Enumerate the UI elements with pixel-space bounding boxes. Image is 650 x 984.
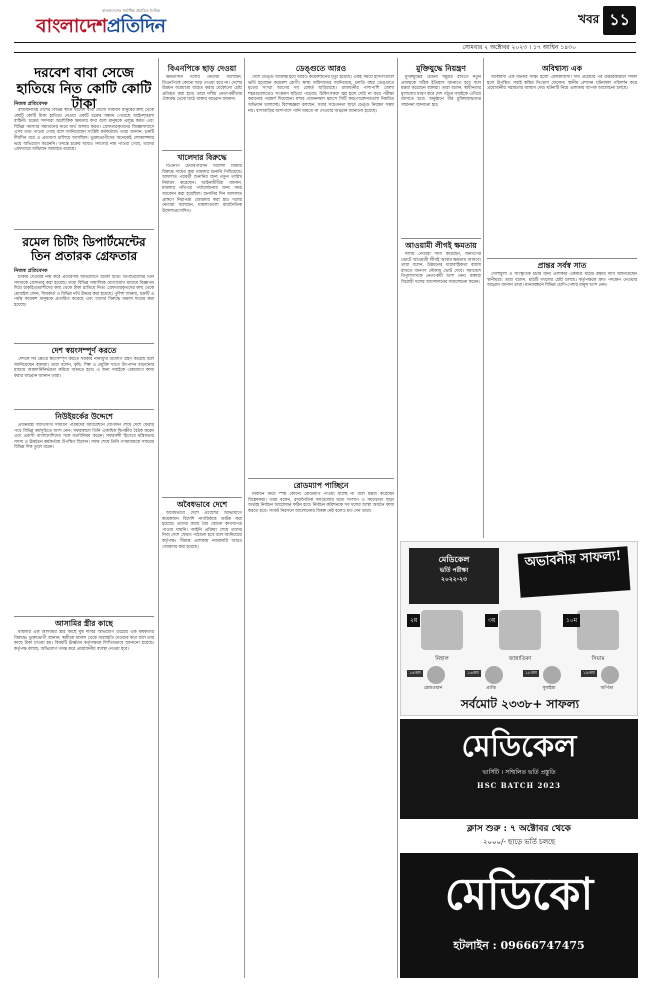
mini-topper-rank: ১৯তম (583, 671, 595, 676)
article-text: ক্ষমতাসীন দলের নেতারা বলেছেন, বিএনপিকে কোনো ছাড় দেওয়া হবে না। দেশের উন্নয়ন অগ্রযাত্রা ব্যাহত করার যেকোনো চেষ্টা প্রতিহত করা হবে। তারা দলীয় নেতা-কর্মীদের ঐক্যবদ্ধ থেকে মাঠে থাকার আহ্বান জানান। (162, 75, 242, 103)
divider (162, 150, 242, 151)
divider (487, 258, 637, 259)
headline-a11: মুক্তিযুদ্ধে নিয়ন্ত্রণ (416, 64, 466, 73)
ad-badge-line2: ভর্তি পরীক্ষা (439, 567, 469, 574)
divider (401, 238, 481, 239)
article-body-a10 (248, 492, 394, 976)
article-body-a3 (14, 357, 154, 407)
logo-text (36, 14, 226, 38)
ad-badge-year: ২০২২-২৩ (441, 576, 467, 583)
page-number: ১১ (603, 6, 636, 35)
headline-a5: আসামির স্ত্রীর কাছে (55, 619, 113, 628)
headline-a1: দরবেশ বাবা সেজে হাতিয়ে নিত কোটি কোটি টাকা (16, 65, 152, 113)
ad-bottom-brand: মেডিকো (444, 869, 594, 920)
column-rule (483, 58, 484, 538)
ad-bottom-panel (400, 853, 638, 978)
divider (14, 409, 154, 410)
article-text: মামলার এক আসামির স্ত্রীর কাছে ঘুষ দাবির অভিযোগ উঠেছে এক কর্মকর্তার বিরুদ্ধে। ভুক্তভোগী জানান, স্বামীকে মামলা থেকে অব্যাহতি দেওয়ার কথা বলে তার কাছে টাকা চাওয়া হয়। বিষয়টি ঊর্ধ্বতন কর্তৃপক্ষকে লিখিতভাবে জানানো হয়েছে। কর্তৃপক্ষ বলছে, অভিযোগ তদন্ত করে প্রয়োজনীয় ব্যবস্থা নেওয়া হবে। (14, 630, 154, 652)
article-text: দেশে ডেঙ্গু আক্রান্ত হয়ে আরও কয়েকজনের মৃত্যু হয়েছে। একই সময়ে হাসপাতালে ভর্তি হয়েছেন কয়েকশ রোগী। স্বাস্থ্য অধিদফতর জানিয়েছে, চলতি বছর ডেঙ্গুতে মৃতের সংখ্যা আগের সব রেকর্ড ছাড়িয়েছে। রাজধানীর পাশাপাশি জেলা শহরগুলোতেও সংক্রমণ ছড়িয়ে পড়েছে। চিকিৎসকরা জ্বর হলে দেরি না করে পরীক্ষা করানোর পরামর্শ দিয়েছেন। মশার প্রজননস্থল ধ্বংসে সিটি করপোরেশনগুলো নিয়মিত অভিযান চালাচ্ছে। বিশেষজ্ঞরা বলছেন, সবার সচেতনতা ছাড়া ডেঙ্গু নিয়ন্ত্রণ সম্ভব নয়। বাসাবাড়ির আশপাশে পানি জমতে না দেওয়ার আহ্বান জানানো হয়েছে। (248, 75, 394, 114)
logo-part-1: বাংলাদেশ (36, 15, 107, 37)
article-body-a1 (14, 108, 154, 226)
divider (14, 343, 154, 344)
headline-a10: রোডম্যাপ পাচ্ছিনে (293, 481, 349, 490)
divider (248, 478, 394, 479)
article-text: বিএনপি চেয়ারপারসন খালেদা জিয়ার বিরুদ্ধে দায়ের করা মামলার শুনানি পিছিয়েছে। আদালত পরবর্তী শুনানির জন্য নতুন তারিখ নির্ধারণ করেছেন। আইনজীবীরা জানান, মামলার নথিপত্র পর্যালোচনার জন্য সময় আবেদন করা হয়েছিল। শুনানির দিন আদালত প্রাঙ্গণে নিরাপত্তা জোরদার করা হয়। দলের নেতারা বলেছেন, মামলাগুলো রাজনৈতিক উদ্দেশ্যপ্রণোদিত। (162, 164, 242, 214)
article-body-a14 (487, 272, 637, 536)
topper-name: নিহাল (435, 656, 449, 662)
topper-rank: ৩য় (485, 614, 498, 627)
mini-topper-rank: ১৪তম (409, 671, 421, 676)
headline-a3: দেশ স্বয়ংসম্পূর্ণ করতে (51, 346, 117, 355)
article-body-a2 (14, 275, 154, 340)
article-text: খেলাধুলা ও সাংস্কৃতিক চর্চার জন্য এলাকার একমাত্র মাঠটি রক্ষার দাবি জানিয়েছেন স্থানীয়রা। তারা বলেন, মাঠটি দখলের চেষ্টা চলছে। কর্তৃপক্ষকে দ্রুত পদক্ষেপ নেওয়ার আহ্বান জানান তারা। মানববন্ধনে বিভিন্ন শ্রেণি-পেশার মানুষ অংশ নেন। (487, 272, 637, 289)
divider (162, 497, 242, 498)
ad-brand-sub: ভার্সিটি । সম্মিলিত ভর্তি প্রস্তুতি (482, 769, 556, 776)
advertisement[interactable] (400, 541, 638, 978)
mini-topper (407, 666, 459, 692)
headline-a2: রমেল চিটিং ডিপার্টমেন্টের তিন প্রতারক গ্রেফতার (22, 235, 146, 263)
article-body-a13 (487, 75, 637, 255)
headline-a13: অবিশ্বাস্য এক (542, 64, 582, 73)
topper-photo (577, 610, 619, 650)
topper-card (407, 608, 477, 664)
topper-card (485, 608, 555, 664)
article-body-a7 (162, 164, 242, 494)
article-body-a12 (401, 252, 481, 536)
article-text: নির্বাচন নিয়ে স্পষ্ট কোনো রোডম্যাপ পাওয়া যাচ্ছে না বলে মন্তব্য করেছেন বিশ্লেষকরা। তারা বলেন, রাজনৈতিক দলগুলোর মধ্যে সংলাপ ও সমঝোতা ছাড়া অর্থবহ নির্বাচন আয়োজন কঠিন হবে। নির্বাচন কমিশনকে সব দলের আস্থা অর্জনে কাজ করতে হবে। সংকট নিরসনে আলোচনার বিকল্প নেই বলেও মত দেন তারা। (248, 492, 394, 514)
article-text: অবিশ্বাস্য এক ঘটনার সাক্ষী হলো এলাকাবাসী। দীর্ঘ প্রচেষ্টার পর উদ্ধারকারীরা সফল হলে উপস্থিত সবাই স্বস্তির নিঃশ্বাস ফেলেন। স্থানীয় প্রশাসন ঘটনাস্থল পরিদর্শন করে প্রয়োজনীয় সহায়তার আশ্বাস দেয়। ঘটনাটি নিয়ে এলাকায় ব্যাপক আলোচনা চলছে। (487, 75, 637, 92)
divider (14, 229, 154, 230)
logo-tagline: বাংলাদেশের সর্বাধিক প্রচারিত দৈনিক (102, 8, 160, 13)
topper-rank: ১০ম (563, 614, 580, 627)
logo-part-2: প্রতিদিন (106, 15, 166, 37)
topper-photo (499, 610, 541, 650)
ad-offer: ২০০০/- ছাড়ে ভর্তি চলছে (482, 838, 556, 846)
ad-batch: HSC BATCH 2023 (477, 781, 561, 790)
ad-results-panel (400, 541, 638, 716)
headline-a7: খালেদার বিরুদ্ধে (177, 153, 227, 162)
headline-a14: প্রান্তর সর্বস্ব সাত (537, 261, 587, 270)
mini-topper-name: সুমাইয়া (542, 686, 556, 691)
article-body-a8 (162, 511, 242, 976)
article-body-a6 (162, 75, 242, 147)
headline-a6: বিএনপিকে ছাড় দেওয়া (167, 64, 237, 73)
column-rule (158, 58, 159, 978)
byline-a1: নিজস্ব প্রতিবেদক (14, 101, 48, 107)
topper-photo (421, 610, 463, 650)
ad-brand-panel (400, 719, 638, 819)
byline-a2: নিজস্ব প্রতিবেদক (14, 268, 48, 274)
ad-total-success: সর্বমোট ২৩৩৮+ সাফল্য (460, 697, 580, 711)
column-rule (397, 58, 398, 978)
mini-topper-photo (543, 666, 561, 684)
headline-a8: অবৈধভাবে দেশে (176, 500, 228, 509)
ad-brand: মেডিকেল (461, 729, 577, 764)
ad-badge-line1: মেডিকেল (438, 554, 470, 564)
mini-topper-name: প্রাপ্তি (486, 686, 496, 691)
mini-topper (523, 666, 575, 692)
masthead-logo (36, 8, 226, 40)
article-text: রাজধানীসহ দেশের বিভিন্ন স্থানে দরবেশ বাবা সেজে সাধারণ মানুষের কাছ থেকে কোটি কোটি টাকা হাতিয়ে নেওয়া একটি চক্রের সন্ধান পেয়েছে আইনশৃঙ্খলা বাহিনী। চক্রের সদস্যরা অলৌকিক ক্ষমতার কথা বলে মানুষকে প্রলুব্ধ করত এবং বিভিন্ন সমস্যার সমাধানের নামে অর্থ আদায় করত। গ্রেফতারকৃতদের জিজ্ঞাসাবাদে এসব তথ্য পাওয়া গেছে বলে জানিয়েছেন সংশ্লিষ্ট কর্মকর্তারা। তারা জানান, চক্রটি দীর্ঘদিন ধরে এ প্রতারণা চালিয়ে আসছিল। ভুক্তভোগীদের অনেকেই লোকলজ্জার ভয়ে অভিযোগ করেননি। তদন্তে চক্রের আরও সদস্যের নাম পাওয়া গেছে, তাদের গ্রেফতারে অভিযান অব্যাহত রয়েছে। (14, 108, 154, 153)
mini-topper-photo (485, 666, 503, 684)
mini-topper-name: রেজওয়ান (423, 686, 443, 691)
topper-name: জান্নাতিকা (508, 656, 532, 662)
ad-toppers (407, 608, 633, 664)
mini-topper (465, 666, 517, 692)
article-body-a5 (14, 630, 154, 975)
mini-topper-photo (601, 666, 619, 684)
section-name: খবর (578, 11, 600, 26)
article-text: অবৈধভাবে দেশে প্রবেশের অভিযোগে কয়েকজন বিদেশি নাগরিককে আটক করা হয়েছে। তাদের কাছে বৈধ কোনো কাগজপত্র পাওয়া যায়নি। আইনি প্রক্রিয়া শেষে তাদের নিজ দেশে ফেরত পাঠানো হবে বলে জানিয়েছে কর্তৃপক্ষ। সীমান্ত এলাকায় নজরদারি আরও জোরদার করা হয়েছে। (162, 511, 242, 550)
article-text: প্রধানমন্ত্রী জাতিসংঘ সাধারণ পরিষদের অধিবেশনে যোগদান শেষে দেশে ফেরার পথে বিভিন্ন কর্মসূচিতে অংশ নেন। সফরকালে তিনি একাধিক দ্বিপক্ষীয় বৈঠক করেন এবং প্রবাসী বাংলাদেশিদের সঙ্গে মতবিনিময় করেন। সফরসঙ্গী হিসেবে মন্ত্রিসভার সদস্য ও ঊর্ধ্বতন কর্মকর্তারা উপস্থিত ছিলেন। সফর শেষে তিনি গণমাধ্যমকে সফরের বিভিন্ন দিক তুলে ধরেন। (14, 423, 154, 451)
mini-topper-rank: ১৬তম (467, 671, 479, 676)
article-text: দলীয় নেতারা দাবি করেছেন, জনগণের ভোটে আওয়ামী লীগই আবার ক্ষমতায় আসবে। তারা বলেন, উন্নয়নের ধারাবাহিকতা বজায় রাখতে জনগণ নৌকায় ভোট দেবে। সমাবেশে বিপুলসংখ্যক নেতা-কর্মী অংশ নেন। বক্তারা বিরোধী দলের আন্দোলনের সমালোচনা করেন। (401, 252, 481, 285)
article-text: মুক্তিযুদ্ধের চেতনা সমুন্নত রাখতে নতুন প্রজন্মকে সঠিক ইতিহাস জানাতে হবে বলে মন্তব্য করেছেন বক্তারা। তারা বলেন, স্বাধীনতার মূল্যবোধ ধারণ করে দেশ গঠনে সবাইকে এগিয়ে আসতে হবে। অনুষ্ঠানে বীর মুক্তিযোদ্ধাদের সম্মাননা জানানো হয়। (401, 75, 481, 108)
article-body-a4 (14, 423, 154, 613)
article-body-a9 (248, 75, 394, 475)
ad-exam-badge (409, 548, 499, 604)
headline-a9: ডেঙ্গুতে আরও (295, 64, 347, 73)
article-text: চাকরি দেওয়ার নাম করে প্রতারণার অভিযোগে রমেল চিটিং ডিপার্টমেন্টের তিন সদস্যকে গ্রেফতার করা হয়েছে। তারা বিভিন্ন সামাজিক যোগাযোগ মাধ্যমে বিজ্ঞাপন দিয়ে চাকরিপ্রত্যাশীদের কাছ থেকে টাকা হাতিয়ে নিত। গ্রেফতারকৃতদের কাছ থেকে মোবাইল ফোন, সিমকার্ড ও বিভিন্ন নথি উদ্ধার করা হয়েছে। পুলিশ জানায়, চক্রটি এ পর্যন্ত কয়েকশ মানুষকে প্রতারিত করেছে এবং তাদের বিরুদ্ধে মামলা দায়ের করা হয়েছে। (14, 275, 154, 308)
topper-card (563, 608, 633, 664)
mini-topper-name: অর্পিতা (600, 686, 614, 691)
topper-name: সিয়াম (591, 656, 605, 662)
ad-phone[interactable]: হটলাইন : 09666747475 (453, 939, 585, 952)
topper-rank: ২য় (407, 614, 420, 627)
column-rule (244, 58, 245, 978)
page-number-box (578, 6, 636, 35)
article-text: দেশকে সব ক্ষেত্রে স্বয়ংসম্পূর্ণ করতে সরকার নানামুখী উদ্যোগ গ্রহণ করেছে বলে জানিয়েছেন বক্তারা। তারা বলেন, কৃষি, শিল্প ও প্রযুক্তি খাতে উৎপাদন বাড়ানোর মাধ্যমে আমদানিনির্ভরতা কমিয়ে আনতে হবে। এ জন্য সবাইকে একযোগে কাজ করার আহ্বান জানান তারা। (14, 357, 154, 379)
mini-topper-photo (427, 666, 445, 684)
headline-a12: আওয়ামী লীগই ক্ষমতায় (405, 241, 477, 250)
ad-success-text: অভাবনীয় সাফল্য! (518, 546, 631, 598)
ad-class-start: ক্লাস শুরু : ৭ অক্টোবর থেকে (467, 824, 571, 834)
headline-a4: নিউইয়র্কের উদ্দেশে (55, 412, 113, 421)
date-line: সোমবার ২ অক্টোবর ২০২৩ । ১৭ আশ্বিন ১৪৩০ (462, 44, 576, 51)
ad-mini-toppers (407, 666, 633, 692)
date-bar (14, 42, 636, 53)
divider (14, 616, 154, 617)
article-body-a11 (401, 75, 481, 235)
mini-topper (581, 666, 633, 692)
mini-topper-rank: ১৮তম (525, 671, 537, 676)
